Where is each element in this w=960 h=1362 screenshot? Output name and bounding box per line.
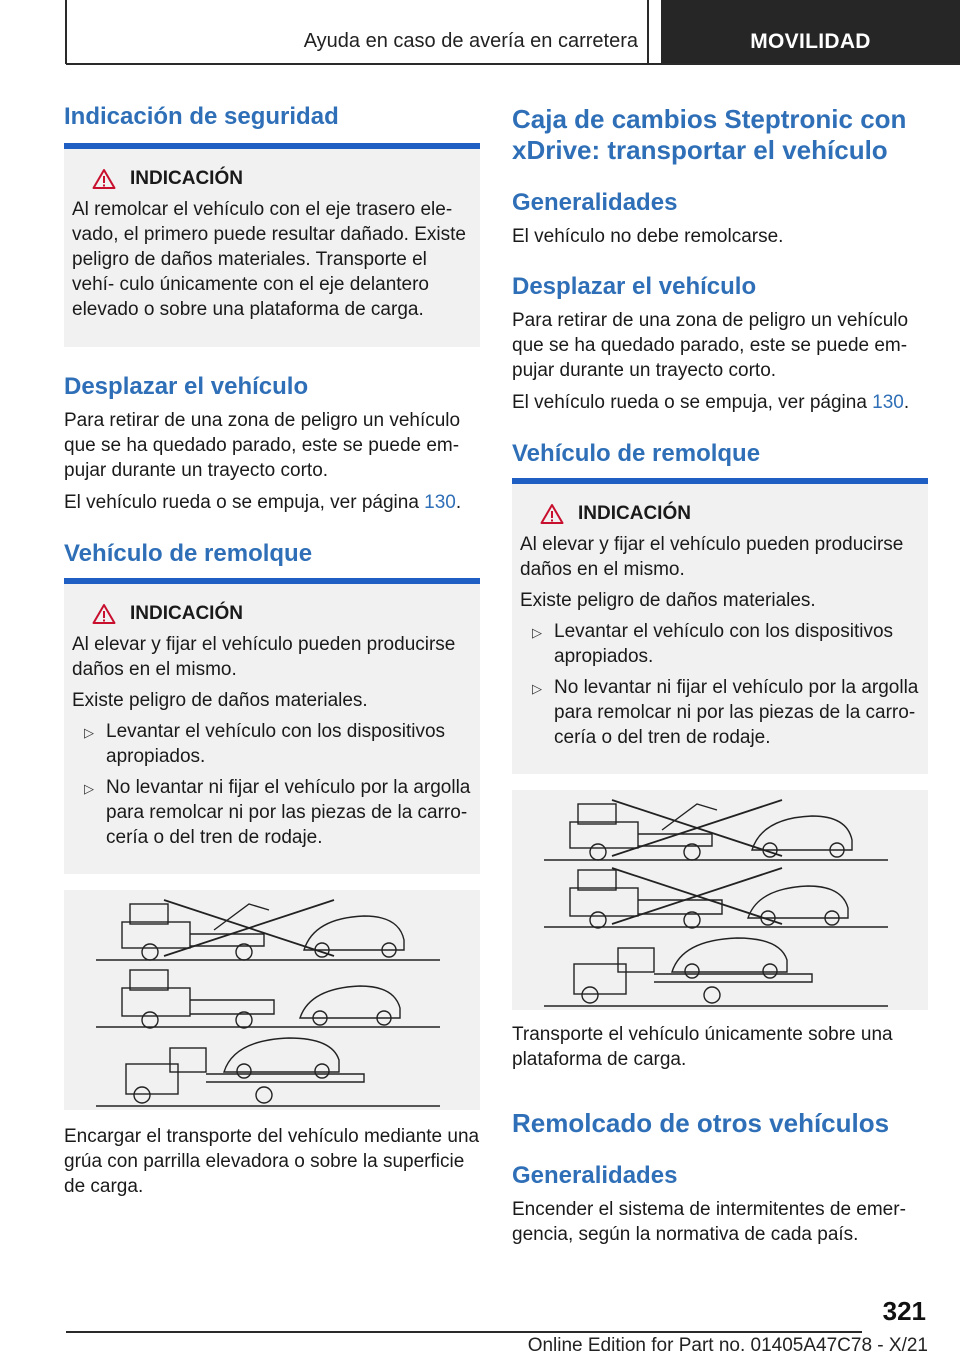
general-heading: Generalidades	[512, 189, 678, 216]
roll-text: El vehículo rueda o se empuja, ver página	[512, 392, 867, 413]
list-item-text: No levantar ni fijar el vehículo por la argolla para remolcar ni por las piezas de la carro- cería o del tren de rodaje.	[554, 677, 919, 748]
warning-triangle-icon	[92, 168, 116, 190]
move-heading: Desplazar el vehículo	[512, 273, 757, 300]
header-chapter-tab	[661, 0, 960, 64]
transport-methods-diagram	[512, 790, 928, 1010]
roll-text-line	[512, 390, 928, 415]
warning-line-2: Existe peligro de daños materiales.	[72, 690, 368, 711]
header-section-title: Ayuda en caso de avería en carretera	[303, 30, 638, 52]
header-rule	[66, 63, 960, 65]
triangle-bullet-icon: ▷	[532, 681, 542, 696]
header-left-divider	[65, 0, 67, 64]
warning-triangle-icon	[540, 503, 564, 525]
main-heading: Caja de cambios Steptronic con xDrive: transportar el vehículo	[512, 104, 907, 165]
move-heading: Desplazar el vehículo	[64, 373, 309, 400]
header-chapter-label: MOVILIDAD	[750, 30, 871, 53]
towing-methods-diagram	[64, 890, 480, 1110]
list-item	[520, 675, 920, 750]
transport-illustration	[512, 790, 928, 1010]
warning-title-text: INDICACIÓN	[578, 503, 691, 524]
triangle-bullet-icon: ▷	[84, 725, 94, 740]
warning-line-2: Existe peligro de daños materiales.	[520, 590, 816, 611]
warning-line-1: Al elevar y fijar el vehículo pueden producirse daños en el mismo.	[72, 634, 456, 680]
warning-title-text: INDICACIÓN	[130, 168, 243, 189]
others-general-heading: Generalidades	[512, 1162, 678, 1189]
tow-heading: Vehículo de remolque	[512, 440, 761, 467]
move-text: Para retirar de una zona de peligro un vehículo que se ha quedado parado, este se puede em- pujar durante un trayecto corto.	[64, 410, 461, 481]
warning-line-1: Al elevar y fijar el vehículo pueden producirse daños en el mismo.	[520, 534, 904, 580]
footer-edition: Online Edition for Part no. 01405A47C78 - X/21	[527, 1335, 928, 1356]
warning-box-3	[512, 484, 928, 774]
move-text: Para retirar de una zona de peligro un vehículo que se ha quedado parado, este se puede em- pujar durante un trayecto corto.	[512, 310, 909, 381]
triangle-bullet-icon: ▷	[532, 625, 542, 640]
triangle-bullet-icon: ▷	[84, 781, 94, 796]
roll-text-line	[64, 490, 480, 515]
roll-text-end: .	[903, 392, 910, 413]
page-number: 321	[882, 1296, 926, 1326]
safety-heading: Indicación de seguridad	[64, 103, 339, 130]
others-text: Encender el sistema de intermitentes de emer- gencia, según la normativa de cada país.	[512, 1199, 906, 1245]
list-item-text: No levantar ni fijar el vehículo por la argolla para remolcar ni por las piezas de la carro- cería o del tren de rodaje.	[106, 777, 471, 848]
page-reference-link[interactable]: 130	[872, 392, 904, 413]
warning-box-1	[64, 149, 480, 347]
warning-text: Al remolcar el vehículo con el eje trasero ele- vado, el primero puede resultar dañado. Existe peligro de daños materiales. Transporte el vehí- culo únicamente con el eje delantero elevado o sobre una plataforma de carga.	[72, 199, 466, 320]
warning-title	[72, 600, 472, 628]
figure-caption: Encargar el transporte del vehículo mediante una grúa con parrilla elevadora o sobre la superficie de carga.	[64, 1126, 480, 1197]
roll-text-end: .	[455, 492, 462, 513]
general-text: El vehículo no debe remolcarse.	[512, 226, 784, 247]
others-heading: Remolcado de otros vehículos	[512, 1108, 890, 1138]
page-reference-link[interactable]: 130	[424, 492, 456, 513]
figure-caption: Transporte el vehículo únicamente sobre una plataforma de carga.	[512, 1024, 893, 1070]
roll-text: El vehículo rueda o se empuja, ver página	[64, 492, 419, 513]
warning-title	[520, 500, 920, 528]
warning-title-text: INDICACIÓN	[130, 603, 243, 624]
list-item	[72, 719, 472, 769]
warning-title	[72, 165, 472, 193]
list-item	[72, 775, 472, 850]
footer-rule	[66, 1331, 862, 1333]
list-item-text: Levantar el vehículo con los dispositivos apropiados.	[554, 621, 894, 667]
towing-illustration	[64, 890, 480, 1110]
tow-heading: Vehículo de remolque	[64, 540, 313, 567]
warning-box-2	[64, 584, 480, 874]
header-right-divider	[647, 0, 649, 64]
list-item-text: Levantar el vehículo con los dispositivos apropiados.	[106, 721, 446, 767]
list-item	[520, 619, 920, 669]
warning-triangle-icon	[92, 603, 116, 625]
